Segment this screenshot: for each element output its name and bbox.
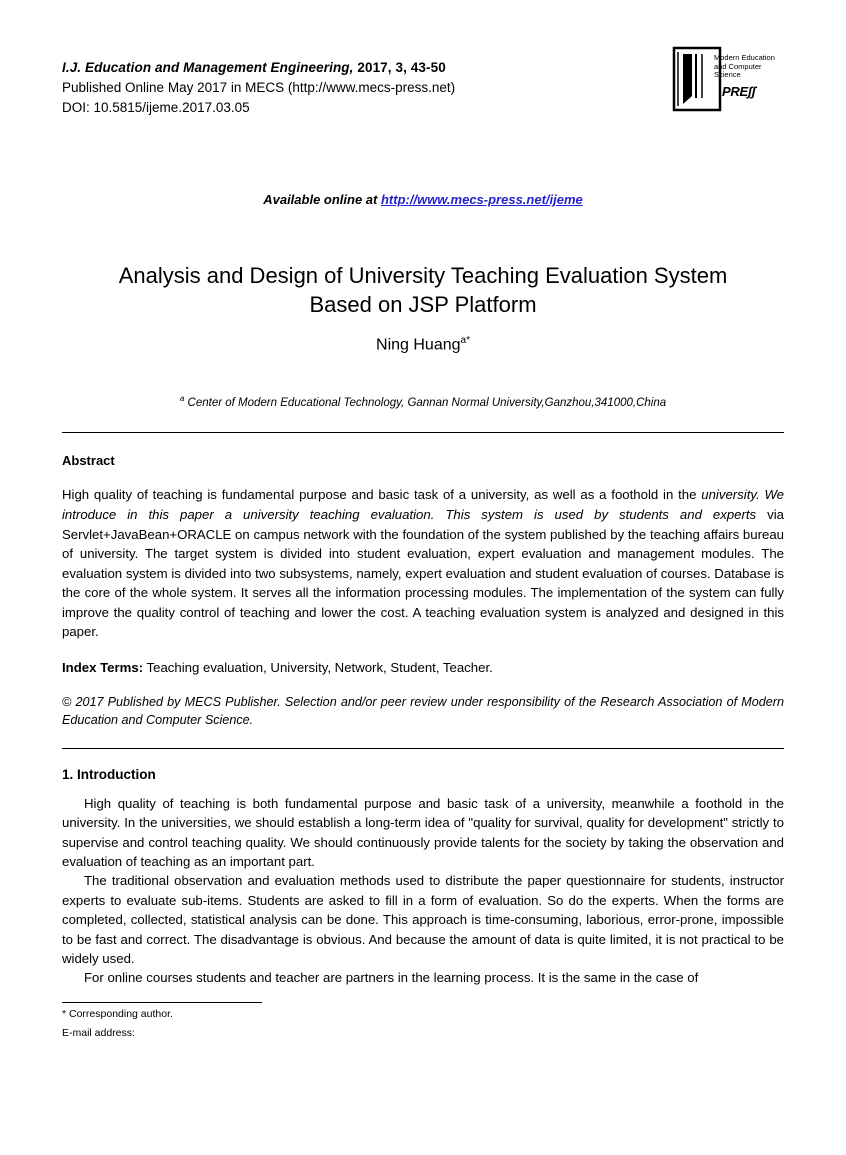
journal-volume: 2017, 3, 43-50 [353,60,446,75]
paragraph-1: High quality of teaching is both fundamental purpose and basic task of a university, meanwhile a foothold in the university. In the universities, we should establish a long-term idea of "quality for survival, quality for development" strictly to supervise and control teaching quality. We should continuously provide talents for the society by taking the observation and evaluation of teaching as an important part. [62,795,784,869]
journal-name: I.J. Education and Management Engineering, [62,60,354,75]
logo-text-line1: Modern Education [714,53,775,62]
journal-url-link[interactable]: http://www.mecs-press.net/ijeme [380,192,583,207]
index-terms [62,658,784,678]
publisher-logo [672,46,782,118]
paragraph-3: For online courses students and teacher are partners in the learning process. It is the same in the case of [84,970,699,986]
affiliation-line [62,393,784,411]
abstract-part2: via Servlet+JavaBean+ORACLE on campus network with the foundation of the system published by the teaching affairs bureau of university. The target system is divided into student evaluation, expert evaluation and management modules. The evaluation system is divided into two subsystems, namely, expert evaluation and student evaluation of courses. Database is the core of the whole system. It serves all the information processing modules. The implementation of the system can fully improve the quality control of teaching and lower the cost. A teaching evaluation system is analyzed and designed in this paper. [62,506,784,640]
footnote-email: E-mail address: [62,1027,135,1039]
abstract-heading: Abstract [62,453,115,469]
author-line [62,335,784,354]
section-heading-introduction: 1. Introduction [62,766,156,782]
available-label: Available online at [263,192,381,207]
doi-line: DOI: 10.5815/ijeme.2017.03.05 [62,99,250,115]
available-online-line [62,192,784,207]
affiliation-marker: a [179,393,185,403]
paragraph-2: The traditional observation and evaluation methods used to distribute the paper questionnaire for students, instructor experts to evaluate sub-items. Students are asked to fill in a form of evaluation. So do the experts. When the forms are completed, collected, statistical analysis can be done. This approach is time-consuming, laborious, error-prone, impossible to be fast and correct. The disadvantage is obvious. And because the amount of data is quite limited, it is not practical to be widely used. [62,873,784,966]
abstract-text [62,485,784,641]
logo-text-line2: and Computer Science [714,61,762,80]
footnote-divider [62,1002,262,1003]
author-affiliation-marker: a* [460,335,470,347]
index-terms-label: Index Terms: [62,659,144,675]
footnote-corresponding-author: * Corresponding author. [62,1007,173,1020]
divider-top [62,432,784,433]
copyright-note: © 2017 Published by MECS Publisher. Selection and/or peer review under responsibility of the Research Association of Modern Education and Computer Science. [62,695,784,728]
logo-press-word: PREʃʃ [722,84,756,99]
abstract-part1: High quality of teaching is fundamental purpose and basic task of a university, as well as a foothold in the [62,487,702,503]
abstract-italic-part: university. We introduce in this paper a university teaching evaluation. This system is used by students and experts [62,487,785,522]
page-title: Analysis and Design of University Teaching Evaluation System Based on JSP Platform [118,263,728,317]
divider-bottom [62,748,784,749]
logo-text [714,54,784,80]
author-name: Ning Huang [376,336,461,354]
journal-header [62,0,784,154]
published-line: Published Online May 2017 in MECS (http://www.mecs-press.net) [62,79,456,95]
affiliation-text: Center of Modern Educational Technology, Gannan Normal University,Ganzhou,341000,China [184,396,667,409]
index-terms-value: Teaching evaluation, University, Network, Student, Teacher. [143,659,493,675]
